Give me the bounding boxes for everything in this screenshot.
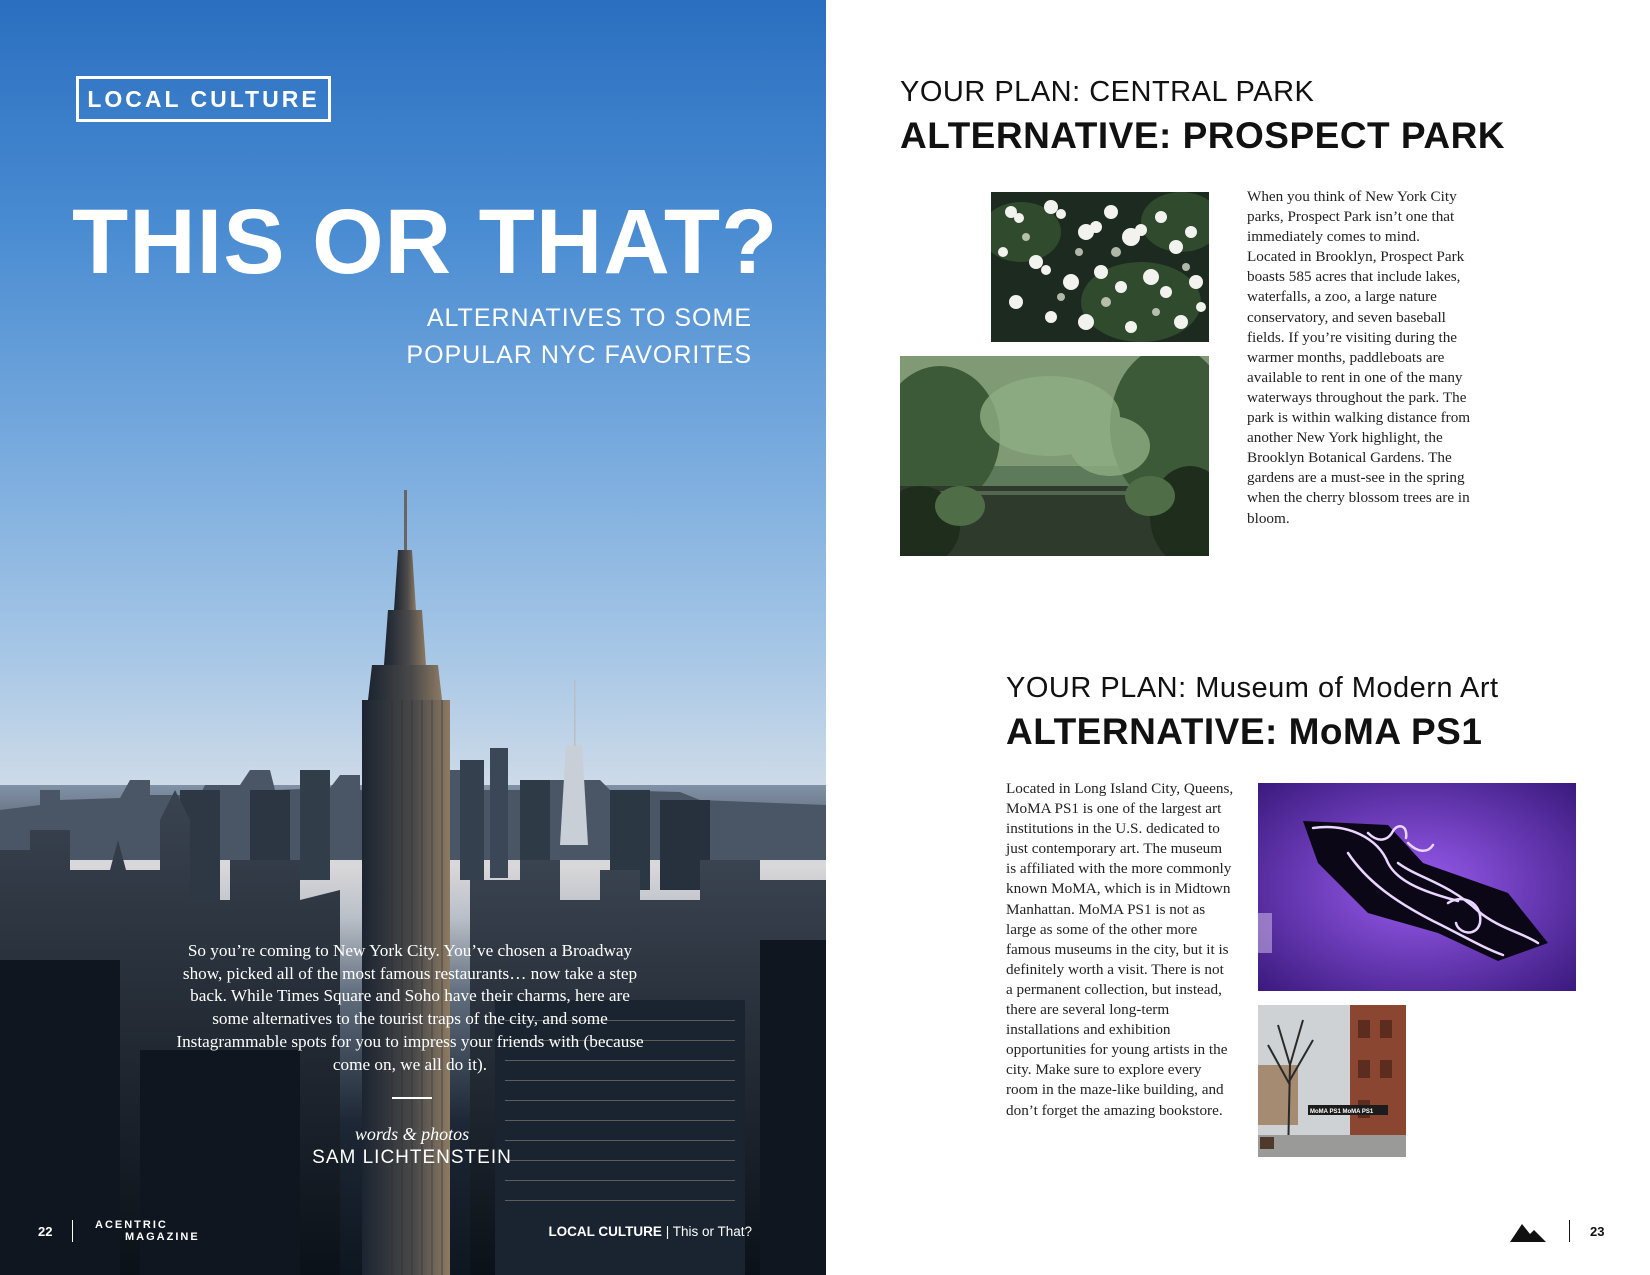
section1-body: When you think of New York City parks, Prospect Park isn’t one that immediately comes to mind. Located in Brooklyn, Prospect Park boasts 585 acres that include lakes, waterfalls, a zoo, a large nature conservatory, and seven baseball fields. If you’re visiting during the warmer months, paddleboats are available to rent in one of the many waterways throughout the park. The park is within walking distance from another New York highlight, the Brooklyn Botanical Gardens. The gardens are a must-see in the spring when the cherry blossom trees are in bloom. xyxy=(1247,188,1471,527)
running-head xyxy=(548,1224,752,1239)
byline-divider xyxy=(392,1097,432,1099)
article-title: THIS OR THAT? xyxy=(72,191,779,293)
intro-paragraph: So you’re coming to New York City. You’ve chosen a Broadway show, picked all of the most famous restaurants… now take a step back. While Times Square and Soho have their charms, here are some alternatives to the tourist traps of the city, and some Instagrammable spots for you to impress your friends with (because come on, we all do it). xyxy=(176,941,644,1074)
street-sign: MoMA PS1 MoMA PS1 xyxy=(1310,1109,1374,1115)
running-head-title: This or That? xyxy=(672,1224,752,1239)
section2-alternative-heading: ALTERNATIVE: MoMA PS1 xyxy=(1006,711,1483,752)
pond-photo xyxy=(900,356,1209,556)
folio-divider xyxy=(1569,1220,1570,1242)
flowers-photo xyxy=(991,192,1209,342)
right-page xyxy=(826,0,1650,1275)
magazine-logo-line: MAGAZINE xyxy=(125,1231,200,1243)
section2-body: Located in Long Island City, Queens, MoMA PS1 is one of the largest art institutions in the U.S. dedicated to just contemporary art. The museum is affiliated with the more commonly known MoMA, which is in Midtown Manhattan. MoMA PS1 is not as large as some of the other more famous museums in the city, but it is definitely worth a visit. There is not a permanent collection, but instead, there are several long-term installations and exhibition opportunities for young artists in the city. Make sure to explore every room in the maze-like building, and don’t forget the amazing bookstore. xyxy=(1006,780,1234,1119)
subtitle-line: ALTERNATIVES TO SOME xyxy=(426,304,752,332)
section-tag: LOCAL CULTURE xyxy=(76,76,331,122)
article-subtitle xyxy=(232,300,752,374)
page-number-left: 22 xyxy=(38,1224,53,1239)
magazine-logo-line: ACENTRIC xyxy=(95,1219,168,1231)
section1-alternative-heading: ALTERNATIVE: PROSPECT PARK xyxy=(900,115,1506,156)
author-name: SAM LICHTENSTEIN xyxy=(312,1147,512,1168)
page-number-right: 23 xyxy=(1590,1224,1605,1239)
section2-plan-heading: YOUR PLAN: Museum of Modern Art xyxy=(1006,672,1499,704)
section1-plan-heading: YOUR PLAN: CENTRAL PARK xyxy=(900,76,1315,108)
street-photo xyxy=(1258,1005,1406,1157)
folio-divider xyxy=(72,1220,73,1242)
mountain-logo-icon xyxy=(1508,1220,1548,1242)
byline-label: words & photos xyxy=(354,1124,470,1144)
running-head-section: LOCAL CULTURE xyxy=(548,1224,662,1239)
running-head-separator: | xyxy=(661,1224,673,1239)
subtitle-line: POPULAR NYC FAVORITES xyxy=(406,341,752,369)
neon-art-photo xyxy=(1258,783,1576,991)
magazine-logo xyxy=(95,1219,200,1243)
